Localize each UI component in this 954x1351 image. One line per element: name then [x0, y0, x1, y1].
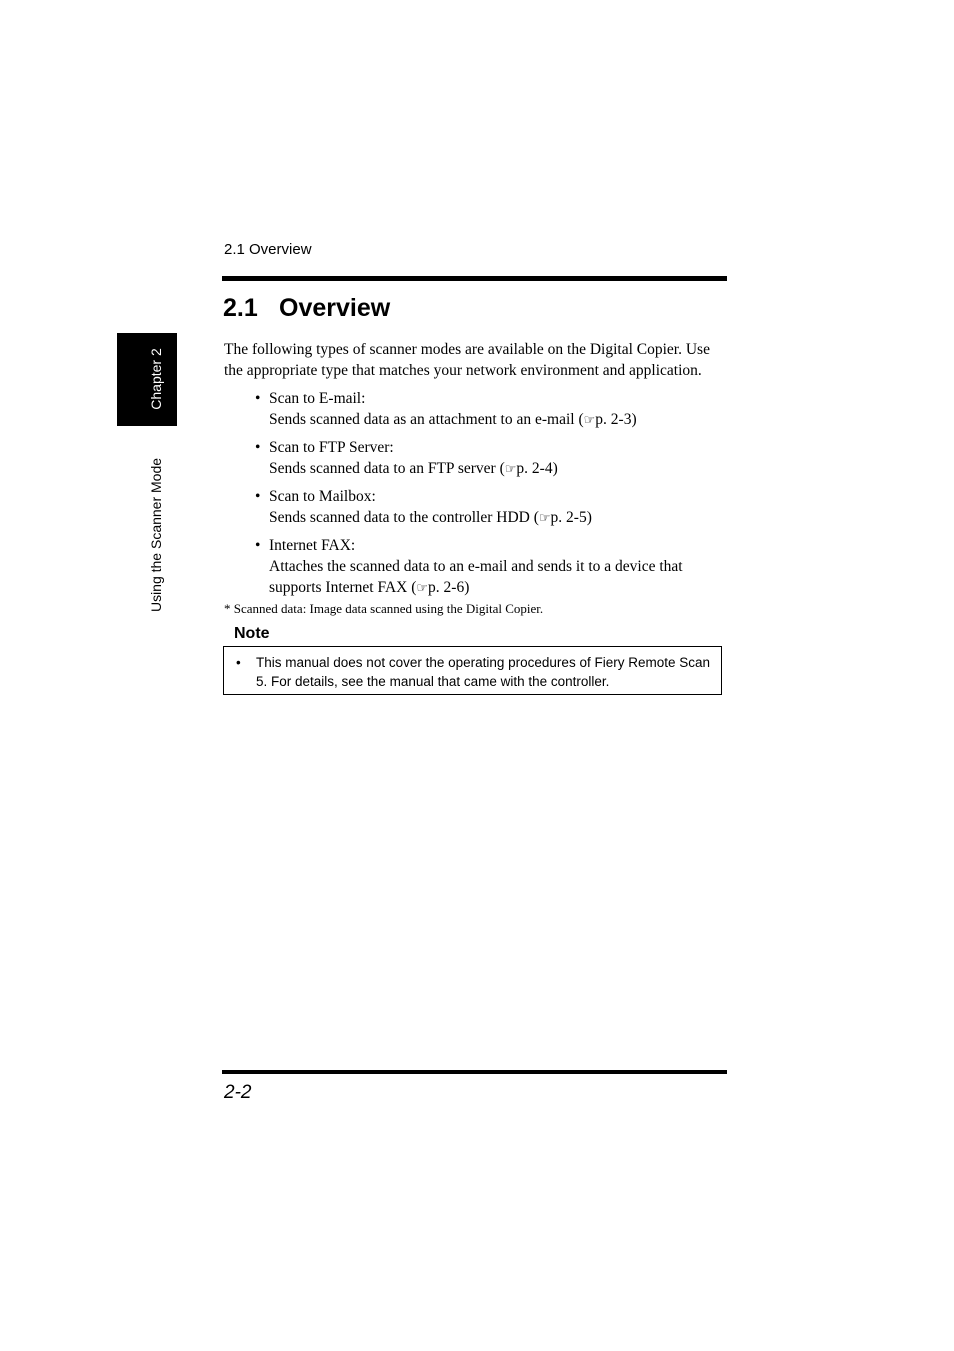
pointing-hand-icon: ☞	[504, 462, 517, 477]
pointing-hand-icon: ☞	[538, 511, 551, 526]
list-item	[255, 388, 725, 431]
bullet: •	[255, 439, 261, 456]
footer-rule	[222, 1070, 727, 1074]
mode-name: Scan to Mailbox:	[269, 488, 376, 505]
list-item	[255, 437, 725, 480]
mode-description-text: Sends scanned data as an attachment to an e-mail (	[269, 411, 584, 428]
bullet: •	[255, 537, 261, 554]
mode-description	[269, 556, 725, 599]
pointing-hand-icon: ☞	[583, 413, 596, 428]
scanner-mode-list	[255, 388, 725, 605]
note-heading: Note	[234, 625, 270, 642]
mode-name: Scan to E-mail:	[269, 390, 366, 407]
pointing-hand-icon: ☞	[416, 581, 429, 596]
list-item	[255, 486, 725, 529]
note-box	[223, 646, 722, 695]
mode-description-text: Attaches the scanned data to an e-mail and sends it to a device that supports Internet FAX (	[269, 558, 683, 596]
page-number: 2-2	[224, 1082, 252, 1103]
section-title	[223, 292, 390, 324]
section-title-text: Overview	[279, 294, 391, 322]
chapter-tab-label: Chapter 2	[148, 348, 164, 410]
mode-description-text: Sends scanned data to the controller HDD (	[269, 509, 539, 526]
header-rule	[222, 276, 727, 281]
mode-description-text: Sends scanned data to an FTP server (	[269, 460, 505, 477]
footnote: * Scanned data: Image data scanned using the Digital Copier.	[224, 601, 544, 616]
mode-description	[269, 458, 725, 480]
mode-description	[269, 507, 725, 529]
mode-name: Internet FAX:	[269, 537, 356, 554]
bullet: •	[255, 390, 261, 407]
chapter-tab	[117, 333, 177, 426]
page-reference: p. 2-3)	[595, 411, 637, 428]
section-number: 2.1	[223, 294, 258, 322]
intro-paragraph: The following types of scanner modes are available on the Digital Copier. Use the appropriate type that matches your network environment and application.	[224, 341, 710, 379]
page-reference: p. 2-5)	[550, 509, 592, 526]
bullet: •	[236, 655, 241, 670]
page-reference: p. 2-6)	[428, 579, 470, 596]
mode-description	[269, 409, 725, 431]
page-reference: p. 2-4)	[516, 460, 558, 477]
mode-name: Scan to FTP Server:	[269, 439, 394, 456]
list-item	[255, 535, 725, 599]
running-header: 2.1 Overview	[224, 241, 312, 258]
bullet: •	[255, 488, 261, 505]
note-text: This manual does not cover the operating procedures of Fiery Remote Scan 5. For details, see the manual that came with the controller.	[256, 655, 710, 689]
chapter-side-title: Using the Scanner Mode	[148, 457, 164, 613]
